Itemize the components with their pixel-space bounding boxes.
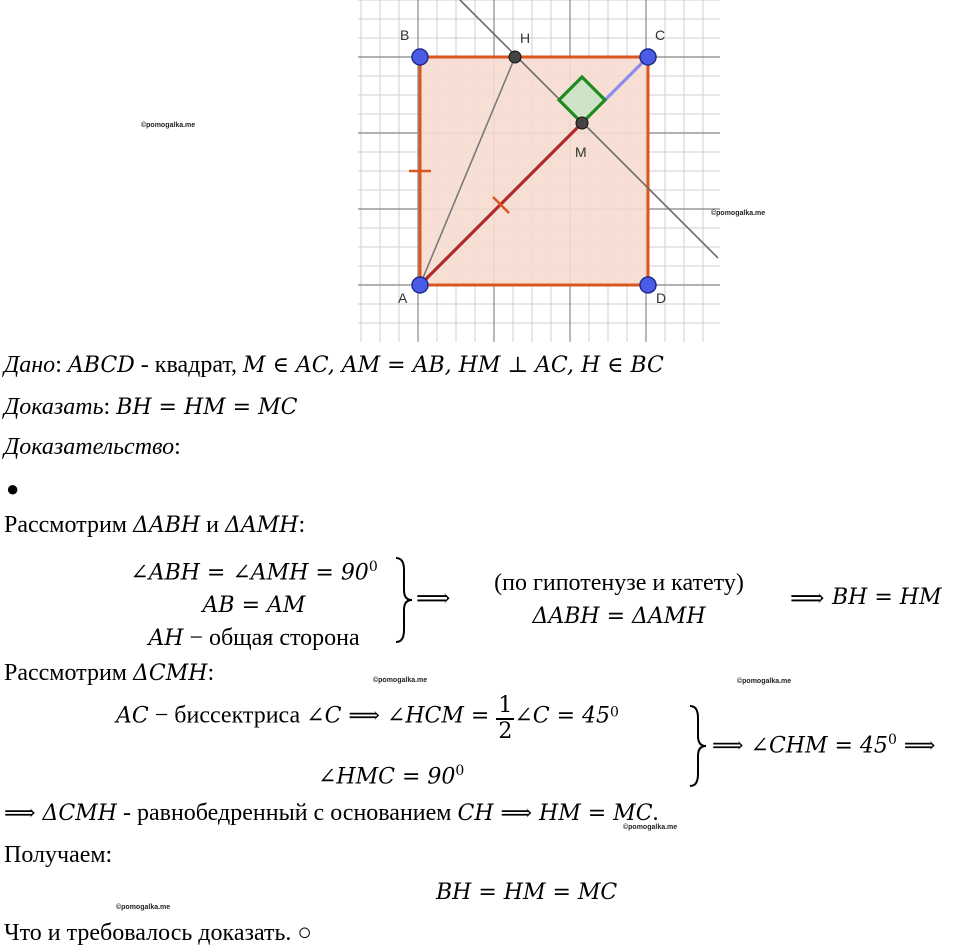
step1-intro-a: Рассмотрим [4, 512, 133, 538]
step2-line1 [116, 694, 619, 744]
label-h: H [520, 30, 531, 46]
step2-r2: ⟹ [896, 733, 936, 759]
prove-statement: BH = HM = MC [116, 395, 298, 420]
fraction-num: 1 [498, 693, 513, 718]
given-label: Дано [4, 352, 56, 378]
step2-l1c: ∠C ⟹ ∠HCM = [306, 703, 497, 729]
step3-c: CH [457, 801, 494, 826]
step2-l1a: AC [116, 703, 149, 729]
prove-line [4, 394, 297, 421]
proof-colon: : [174, 434, 181, 460]
label-b: B [400, 27, 410, 43]
proof-heading [4, 434, 181, 461]
given-figure: ABCD [67, 353, 135, 378]
degree-sup: 0 [368, 559, 378, 575]
label-a: A [398, 290, 408, 306]
step2-intro [4, 660, 214, 687]
qed-text: Что и требовалось доказать. ○ [4, 920, 312, 946]
given-colon: : [55, 352, 62, 378]
given-type: - квадрат, [134, 352, 244, 378]
prove-label: Доказать [4, 394, 104, 420]
given-line [4, 352, 664, 379]
bullet: ● [6, 476, 20, 501]
point-b [412, 49, 428, 65]
watermark: ©pomogalka.me [116, 904, 171, 911]
step1-cond3a: AH [148, 626, 184, 652]
step1-intro-c: и [200, 512, 225, 538]
step3-e: . [652, 800, 659, 826]
step2-line2 [318, 763, 464, 789]
fraction-den: 2 [498, 719, 513, 744]
step3-d: ⟹ HM = MC [493, 801, 653, 826]
watermark: ©pomogalka.me [373, 677, 428, 684]
point-m [576, 117, 588, 129]
label-m: M [575, 144, 587, 160]
point-c [640, 49, 656, 65]
step2-l1d: ∠C = 45 [514, 703, 611, 729]
step1-conditions [110, 550, 398, 657]
watermark: ©pomogalka.me [737, 678, 792, 685]
step1-cond2: AB = AM [202, 593, 306, 619]
step2-brace [688, 704, 708, 788]
point-a [412, 277, 428, 293]
step1-arrow2: ⟹ [790, 584, 825, 612]
step2-result [712, 732, 935, 758]
triangle-cmh: ΔCMH [133, 661, 208, 686]
watermark: ©pomogalka.me [623, 824, 678, 831]
step3-b: - равнобедренный с основанием [116, 800, 458, 826]
fraction-one-half [496, 694, 514, 744]
proof-label: Доказательство [4, 434, 175, 460]
step1-conclusion: BH = HM [832, 585, 942, 610]
step3-line [4, 800, 659, 827]
step1-result: ΔABH = ΔAMH [532, 604, 706, 629]
step1-intro-e: : [298, 512, 306, 538]
step1-arrow1: ⟹ [416, 584, 451, 612]
step1-cond1 [110, 550, 398, 590]
step1-reason: (по гипотенузе и катету) [494, 570, 744, 596]
triangle-amh: ΔAMH [224, 513, 299, 538]
degree-sup: 0 [887, 732, 897, 748]
step2-r1: ⟹ ∠CHM = 45 [712, 733, 888, 759]
label-d: D [656, 290, 667, 306]
step3-a: ⟹ ΔCMH [4, 801, 117, 826]
point-d [640, 277, 656, 293]
obtain-text: Получаем: [4, 842, 113, 868]
degree-sup: 0 [455, 763, 465, 779]
step1-cond3 [110, 622, 398, 657]
step2-intro-a: Рассмотрим [4, 660, 133, 686]
final-equality: BH = HM = MC [436, 880, 618, 905]
point-h [509, 51, 521, 63]
label-c: C [655, 27, 666, 43]
step1-brace [394, 556, 414, 644]
watermark: ©pomogalka.me [141, 122, 196, 129]
step1-cond1-text: ∠ABH = ∠AMH = 90 [130, 560, 369, 586]
geometry-figure [358, 0, 720, 342]
step2-intro-c: : [207, 660, 215, 686]
step1-cond3b: − общая сторона [183, 625, 360, 652]
step2-l1b: − биссектриса [148, 702, 307, 729]
prove-colon: : [103, 394, 111, 420]
step2-l2: ∠HMC = 90 [318, 764, 456, 790]
given-conditions: M ∈ AC, AM = AB, HM ⊥ AC, H ∈ BC [243, 353, 664, 378]
degree-sup: 0 [610, 704, 619, 721]
triangle-abh: ΔABH [133, 513, 201, 538]
watermark: ©pomogalka.me [711, 210, 766, 217]
step1-intro [4, 512, 305, 539]
